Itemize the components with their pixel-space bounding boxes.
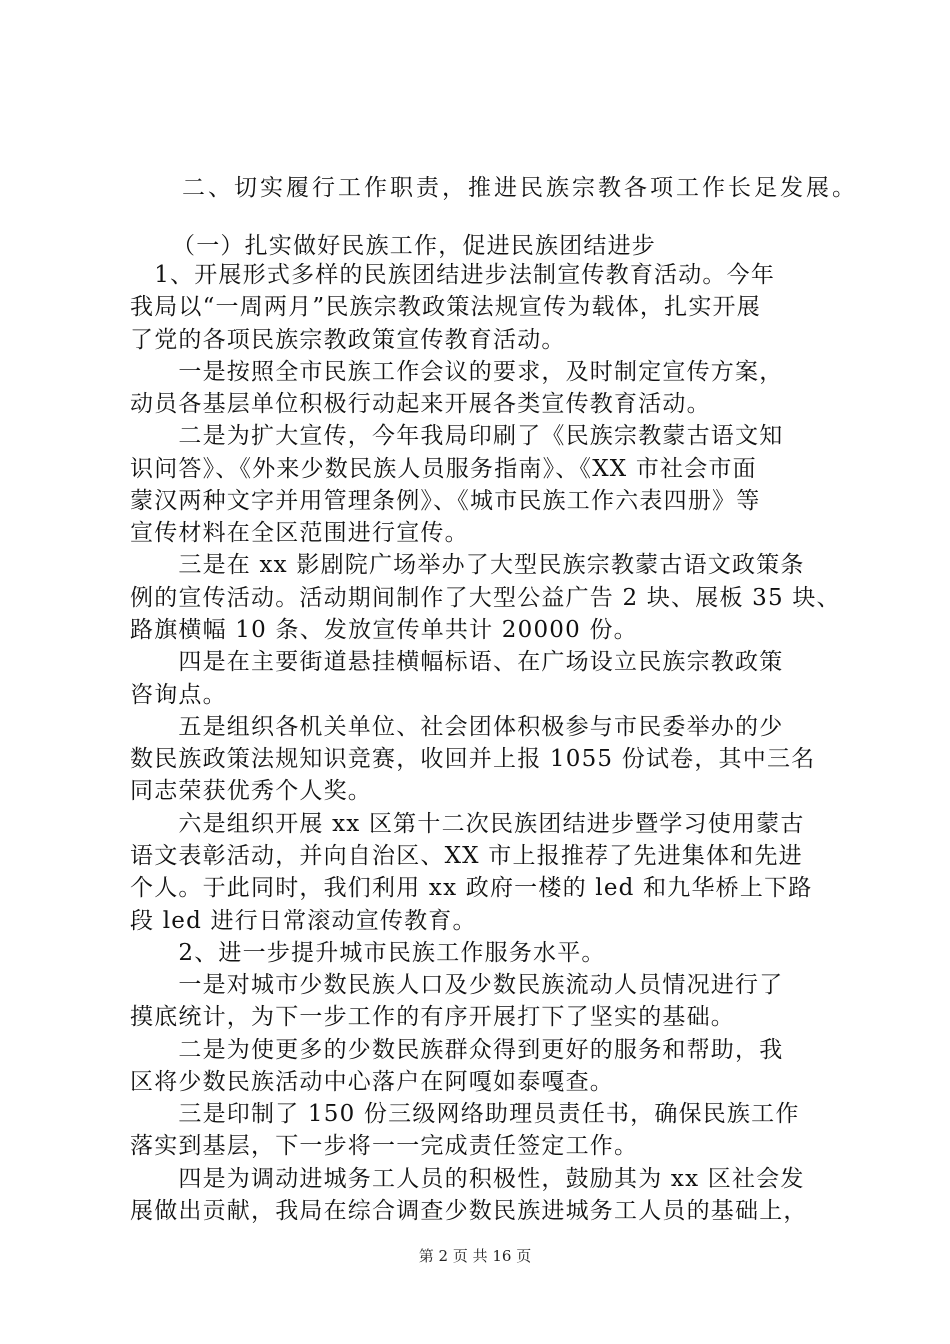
paragraph-line: 五是组织各机关单位、社会团体积极参与市民委举办的少 bbox=[130, 713, 784, 740]
paragraph-line: 四是为调动进城务工人员的积极性，鼓励其为 xx 区社会发 bbox=[130, 1165, 805, 1192]
page-footer: 第 2 页 共 16 页 bbox=[418, 1247, 532, 1265]
paragraph-line: 咨询点。 bbox=[130, 681, 227, 708]
paragraph-line: 三是印制了 150 份三级网络助理员责任书，确保民族工作 bbox=[130, 1101, 800, 1128]
paragraph-line: 落实到基层，下一步将一一完成责任签定工作。 bbox=[130, 1133, 639, 1160]
paragraph-line: 动员各基层单位积极行动起来开展各类宣传教育活动。 bbox=[130, 391, 711, 418]
paragraph-line: 二是为扩大宣传，今年我局印刷了《民族宗教蒙古语文知 bbox=[130, 423, 784, 450]
subsection-heading: （一）扎实做好民族工作，促进民族团结进步 bbox=[172, 233, 656, 259]
paragraph-line: 1、开展形式多样的民族团结进步法制宣传教育活动。今年 bbox=[130, 262, 776, 288]
paragraph-line: 2、进一步提升城市民族工作服务水平。 bbox=[130, 939, 606, 966]
paragraph-line: 展做出贡献，我局在综合调查少数民族进城务工人员的基础上， bbox=[130, 1198, 808, 1224]
paragraph-line: 一是按照全市民族工作会议的要求，及时制定宣传方案， bbox=[130, 358, 784, 385]
paragraph-line: 宣传材料在全区范围进行宣传。 bbox=[130, 520, 469, 547]
paragraph-line: 三是在 xx 影剧院广场举办了大型民族宗教蒙古语文政策条 bbox=[130, 552, 805, 579]
paragraph-line: 四是在主要街道悬挂横幅标语、在广场设立民族宗教政策 bbox=[130, 649, 784, 676]
paragraph-line: 例的宣传活动。活动期间制作了大型公益广告 2 块、展板 35 块、 bbox=[130, 584, 841, 611]
paragraph-line: 我局以“一周两月”民族宗教政策法规宣传为载体，扎实开展 bbox=[130, 294, 761, 321]
paragraph-line: 路旗横幅 10 条、发放宣传单共计 20000 份。 bbox=[130, 617, 638, 644]
section-heading: 二、切实履行工作职责，推进民族宗教各项工作长足发展。 bbox=[182, 175, 858, 201]
paragraph-line: 蒙汉两种文字并用管理条例》、《城市民族工作六表四册》等 bbox=[130, 487, 761, 514]
paragraph-line: 二是为使更多的少数民族群众得到更好的服务和帮助，我 bbox=[130, 1036, 784, 1063]
paragraph-line: 一是对城市少数民族人口及少数民族流动人员情况进行了 bbox=[130, 972, 784, 999]
paragraph-line: 数民族政策法规知识竞赛，收回并上报 1055 份试卷，其中三名 bbox=[130, 746, 816, 773]
paragraph-line: 区将少数民族活动中心落户在阿嘎如泰嘎查。 bbox=[130, 1068, 614, 1095]
paragraph-line: 识问答》、《外来少数民族人员服务指南》、《XX 市社会市面 bbox=[130, 455, 757, 482]
paragraph-line: 同志荣获优秀个人奖。 bbox=[130, 778, 372, 805]
paragraph-line: 了党的各项民族宗教政策宣传教育活动。 bbox=[130, 326, 566, 353]
paragraph-line: 六是组织开展 xx 区第十二次民族团结进步暨学习使用蒙古 bbox=[130, 810, 805, 837]
paragraph-line: 段 led 进行日常滚动宣传教育。 bbox=[130, 907, 477, 934]
paragraph-line: 摸底统计，为下一步工作的有序开展打下了坚实的基础。 bbox=[130, 1004, 735, 1031]
paragraph-line: 语文表彰活动，并向自治区、XX 市上报推荐了先进集体和先进 bbox=[130, 842, 803, 869]
paragraph-line: 个人。于此同时，我们利用 xx 政府一楼的 led 和九华桥上下路 bbox=[130, 875, 813, 902]
